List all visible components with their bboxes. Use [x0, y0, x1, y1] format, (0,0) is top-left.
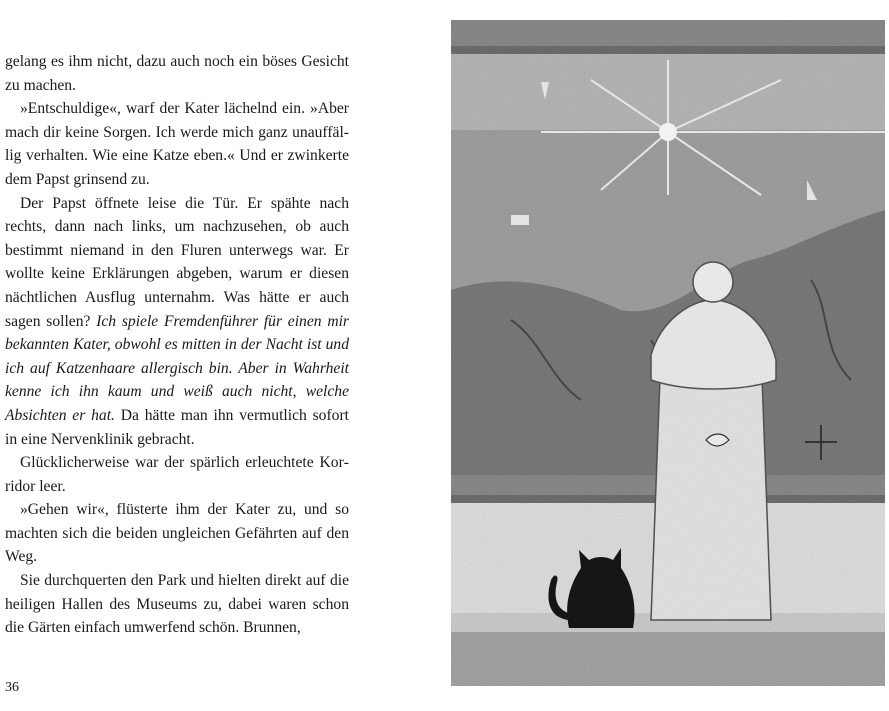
text-run: Glücklicherweise war der spärlich erleuchtete Korridor leer.: [5, 454, 349, 495]
text-run: »Gehen wir«, flüsterte ihm der Kater zu, und so machten sich die beiden ungleichen Gefährten auf den Weg.: [5, 501, 349, 566]
boat: [511, 215, 529, 225]
book-page-text: [5, 50, 349, 640]
text-run: Da hätte man ihn vermutlich sofort in eine Nervenklinik gebracht.: [5, 406, 349, 448]
book-illustration: [451, 20, 885, 686]
italic-text: Ich spiele Fremdenführer für einen mir bekannten Kater, obwohl es mitten in der Nacht ist und ich auf Katzenhaare allergisch bin. Aber in Wahrheit kenne ich ihn kaum und weiß auch nicht, welche Absichten er hat.: [5, 312, 349, 424]
paragraph: [5, 192, 349, 452]
text-run: »Entschuldige«, warf der Kater lächelnd ein. »Aber mach dir keine Sorgen. Ich werde mich ganz unauffällig verhalten. Wie eine Katze eben.« Und er zwinkerte dem Papst grinsend zu.: [5, 100, 349, 188]
text-run: Der Papst öffnete leise die Tür. Er spähte nach rechts, dann nach links, um nachzusehen, ob auch bestimmt niemand in den Fluren unterwegs war. Er wollte keine Erklärungen abgeben, warum er diesen nächtlichen Ausflug unternahm. Was hätte er auch sagen sollen?: [5, 194, 349, 330]
paragraph: [5, 97, 349, 191]
text-run: gelang es ihm nicht, dazu auch noch ein böses Gesicht zu machen.: [5, 53, 349, 94]
paragraph: [5, 50, 349, 97]
paragraph: [5, 569, 349, 640]
paragraph: [5, 451, 349, 498]
page-number: 36: [5, 680, 19, 695]
top-frame: [451, 20, 885, 46]
text-run: Sie durchquerten den Park und hielten direkt auf die heiligen Hallen des Museums zu, dabei waren schon die Gärten einfach umwerfend schön. Brunnen,: [5, 572, 349, 637]
star: [659, 123, 677, 141]
paragraph: [5, 498, 349, 569]
